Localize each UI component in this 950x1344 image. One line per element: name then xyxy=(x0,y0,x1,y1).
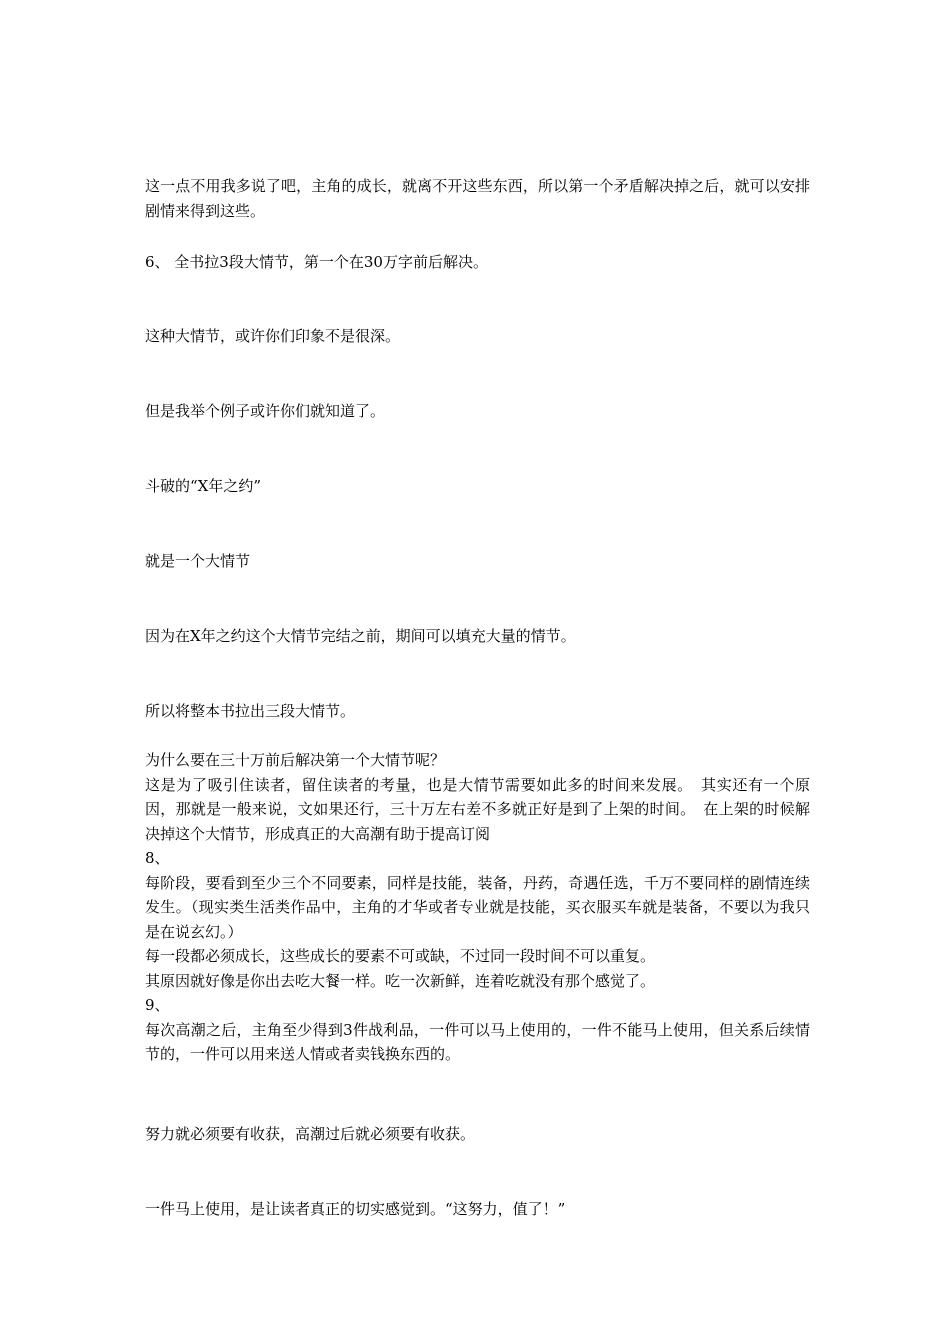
paragraph-doupo: 斗破的“X年之约” xyxy=(145,477,262,495)
paragraph-must-grow: 每一段都必须成长，这些成长的要素不可或缺，不过同一段时间不可以重复。 xyxy=(145,947,656,965)
section-items-8-9 xyxy=(145,748,810,1067)
paragraph-example: 但是我举个例子或许你们就知道了。 xyxy=(145,402,386,420)
paragraph-reader-retention: 这是为了吸引住读者，留住读者的考量，也是大情节需要如此多的时间来发展。 其实还有一个原因，那就是一般来说，文如果还行，三十万左右差不多就正好是到了上架的时间。 在上架的时候解决掉这个大情节，形成真正的大高潮有助于提高订阅 xyxy=(145,775,810,843)
paragraph-big-plot: 就是一个大情节 xyxy=(145,552,251,570)
paragraph-why-300k: 为什么要在三十万前后解决第一个大情节呢？ xyxy=(145,751,446,769)
paragraph-filler: 因为在X年之约这个大情节完结之前，期间可以填充大量的情节。 xyxy=(145,627,576,645)
paragraph-impression: 这种大情节，或许你们印象不是很深。 xyxy=(145,327,401,345)
paragraph-three-plots: 所以将整本书拉出三段大情节。 xyxy=(145,702,356,720)
paragraph-three-elements: 每阶段，要看到至少三个不同要素，同样是技能，装备，丹药，奇遇任选，千万不要同样的剧情连续发生。（现实类生活类作品中，主角的才华或者专业就是技能，买衣服买车就是装备，不要以为我只是在说玄幻。） xyxy=(145,873,810,941)
paragraph-effort-reward: 努力就必须要有收获，高潮过后就必须要有收获。 xyxy=(145,1125,476,1143)
heading-item-8: 8、 xyxy=(145,849,170,867)
paragraph-feast-analogy: 其原因就好像是你出去吃大餐一样。吃一次新鲜，连着吃就没有那个感觉了。 xyxy=(145,971,656,990)
paragraph-item-6: 6、 全书拉3段大情节，第一个在30万字前后解决。 xyxy=(145,253,488,271)
heading-item-9: 9、 xyxy=(145,996,170,1014)
paragraph-growth-elements: 这一点不用我多说了吧，主角的成长，就离不开这些东西，所以第一个矛盾解决掉之后，就可以安排剧情来得到这些。 xyxy=(145,177,810,220)
paragraph-spoils: 每次高潮之后，主角至少得到3件战利品，一件可以马上使用的，一件不能马上使用，但关系后续情节的，一件可以用来送人情或者卖钱换东西的。 xyxy=(145,1020,810,1063)
paragraph-worth-it: 一件马上使用，是让读者真正的切实感觉到。“这努力，值了！” xyxy=(145,1200,566,1218)
